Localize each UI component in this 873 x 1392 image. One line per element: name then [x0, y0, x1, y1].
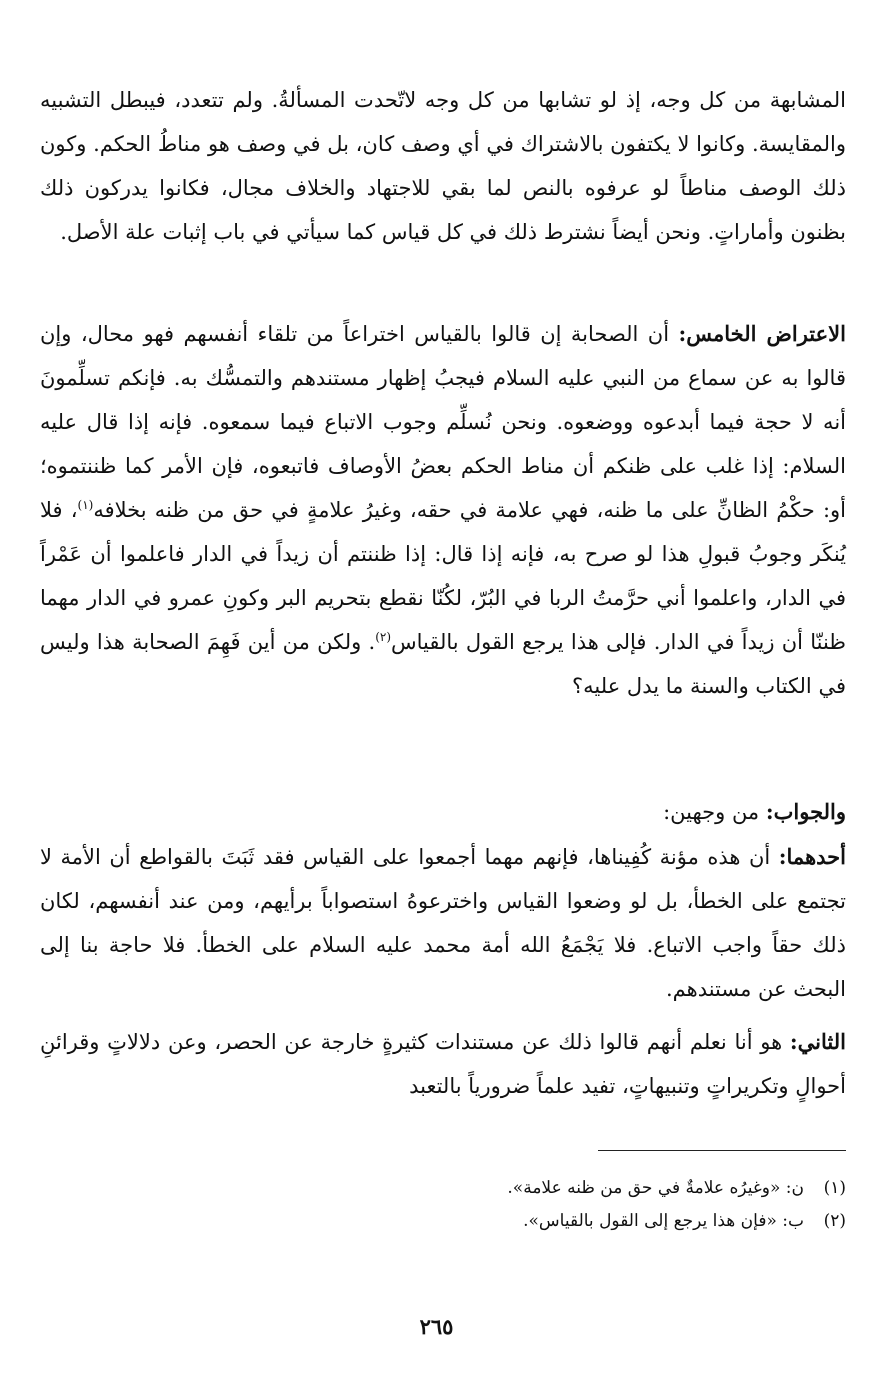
footnote-number: (١)	[823, 1178, 846, 1198]
paragraph-heading: الاعتراض الخامس:	[678, 321, 846, 346]
paragraph-first-aspect	[40, 835, 846, 1011]
footnote-number: (٢)	[823, 1211, 846, 1231]
paragraph-text: . ولكن من أين فَهِمَ الصحابة هذا وليس في الكتاب والسنة ما يدل عليه؟	[40, 630, 846, 698]
paragraph-text: ، فلا يُنكَر وجوبُ قبولِ هذا لو صرح به، فإنه إذا قال: إذا ظننتم أن زيداً في الدار فاعلموا أن عَمْراً في الدار، واعلموا أني حرَّمتُ الربا في البُرّ، لكُنّا نقطع بتحريم البر وكونِ عمرو في الدار مهما ظننّا أن زيداً في الدار. فإلى هذا يرجع القول بالقياس	[40, 498, 847, 654]
paragraph-text: هو أنا نعلم أنهم قالوا ذلك عن مستندات كثيرةٍ خارجة عن الحصر، وعن دلالاتٍ وقرائنِ أحوالٍ وتكريراتٍ وتنبيهاتٍ، تفيد علماً ضرورياً بالتعبد	[40, 1030, 846, 1098]
footnote-marker: (٢)	[375, 630, 392, 644]
paragraph-continuation	[40, 78, 846, 254]
paragraph-fifth-objection	[40, 312, 846, 708]
paragraph-text: المشابهة من كل وجه، إذ لو تشابها من كل وجه لاتّحدت المسألةُ. ولم تتعدد، فيبطل التشبيه والمقايسة. وكانوا لا يكتفون بالاشتراك في أي وصف كان، بل في وصف هو مناطُ الحكم. وكون ذلك الوصف مناطاً لو عرفوه بالنص لما بقي للاجتهاد والخلاف مجال، فكانوا يدركون ذلك بظنون وأماراتٍ. ونحن أيضاً نشترط ذلك في كل قياس كما سيأتي في باب إثبات علة الأصل.	[40, 88, 846, 244]
paragraph-answer	[40, 790, 846, 834]
footnote-text: ب: «فإن هذا يرجع إلى القول بالقياس».	[523, 1211, 804, 1231]
paragraph-text: أن هذه مؤنة كُفِيناها، فإنهم مهما أجمعوا على القياس فقد ثَبَتَ بالقواطع أن الأمة لا تجتمع على الخطأ، بل لو وضعوا القياس واخترعوهُ استصواباً برأيهم، ومن عند أنفسهم، لكان ذلك حقاً واجب الاتباع. فلا يَجْمَعُ الله أمة محمد عليه السلام على الخطأ. فلا حاجة بنا إلى البحث عن مستندهم.	[40, 845, 847, 1001]
footnote-marker: (١)	[77, 498, 94, 512]
footnote-text: ن: «وغيرُه علامةٌ في حق من ظنه علامة».	[507, 1178, 804, 1198]
paragraph-text: من وجهين:	[663, 800, 766, 824]
paragraph-heading: الثاني:	[789, 1029, 846, 1054]
page-number: ٢٦٥	[419, 1314, 454, 1339]
paragraph-heading: والجواب:	[765, 799, 846, 824]
footnote-divider	[598, 1150, 846, 1151]
paragraph-second-aspect	[40, 1020, 846, 1108]
footnote-item	[300, 1205, 846, 1238]
paragraph-text: أن الصحابة إن قالوا بالقياس اختراعاً من تلقاء أنفسهم فهو محال، وإن قالوا به عن سماع من النبي عليه السلام فيجبُ إظهار مستندهم والتمسُّك به. فإنكم تسلِّمونَ أنه لا حجة فيما أبدعوه ووضعوه. ونحن نُسلِّم وجوب الاتباع فيما سمعوه. فإنه إذا قال عليه السلام: إذا غلب على ظنكم أن مناط الحكم بعضُ الأوصاف فاتبعوه، فإن الأمر كما ظننتموه؛ أو: حكْمُ الظانِّ على ما ظنه، فهي علامة في حقه، وغيرُ علامةٍ في حق من ظنه بخلافه	[40, 322, 846, 522]
footnote-item	[300, 1172, 846, 1205]
paragraph-heading: أحدهما:	[778, 844, 846, 869]
footnotes-section	[300, 1172, 846, 1238]
